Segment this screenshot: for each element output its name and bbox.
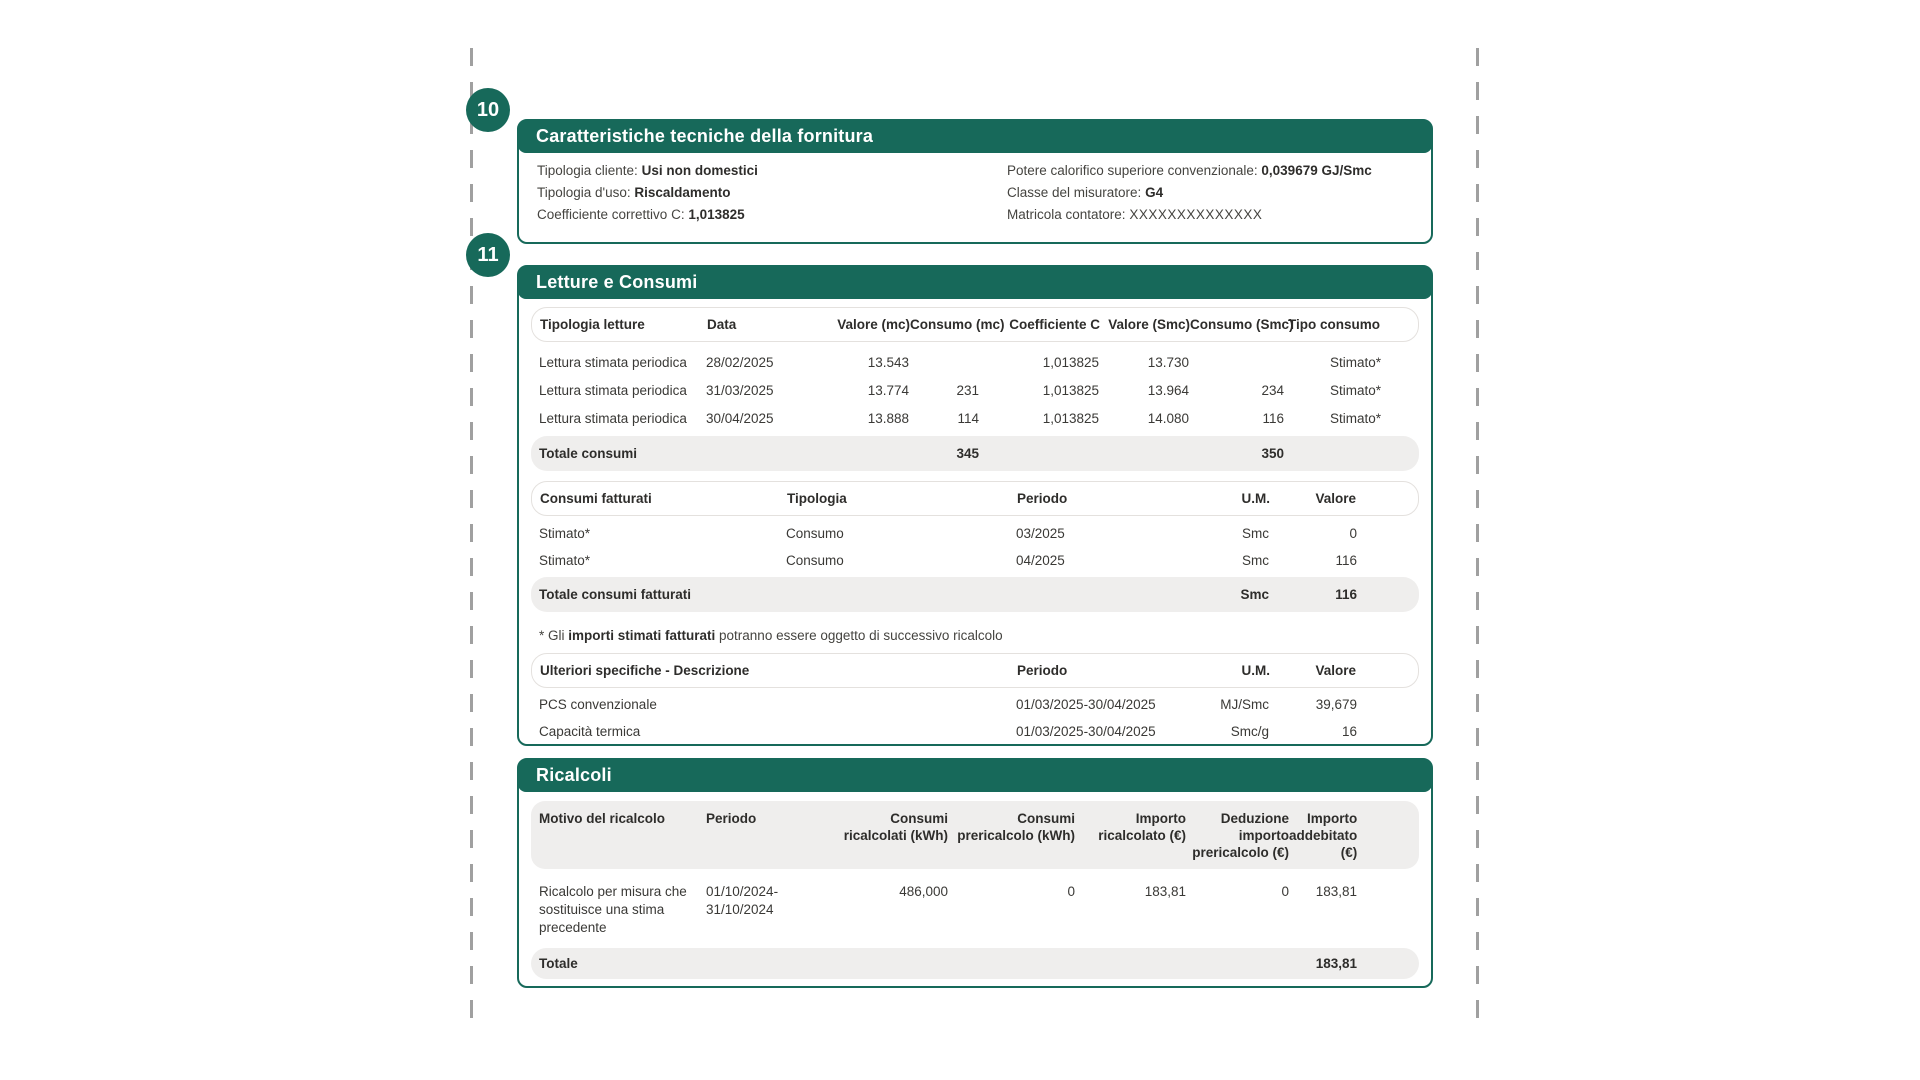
total-um: Smc xyxy=(1240,587,1269,602)
total-value: 116 xyxy=(1335,587,1357,602)
col-header: Motivo del ricalcolo xyxy=(539,811,666,826)
fact-matricola-contatore xyxy=(1007,207,1413,222)
readings-table xyxy=(519,307,1431,745)
fact-tipologia-cliente xyxy=(537,163,1007,178)
fact-label: Tipologia cliente: xyxy=(537,163,638,178)
section-title: Ricalcoli xyxy=(536,765,612,785)
fact-value: 1,013825 xyxy=(688,207,745,222)
cell-tipo-consumo: Stimato* xyxy=(1329,410,1381,426)
cell-consumo-smc: 234 xyxy=(1261,382,1284,398)
section-header-caratteristiche xyxy=(518,120,1432,153)
table-row xyxy=(531,718,1419,745)
total-consumo-smc: 350 xyxy=(1261,446,1284,461)
col-header: Data xyxy=(707,317,737,332)
cell-descrizione: PCS convenzionale xyxy=(539,697,657,712)
cell-tipologia: Lettura stimata periodica xyxy=(539,354,687,370)
step-badge-10 xyxy=(466,88,510,132)
cell-periodo: 01/03/2025-30/04/2025 xyxy=(1016,697,1156,712)
ricalcoli-table xyxy=(519,801,1431,979)
col-header: Valore xyxy=(1315,663,1356,678)
ricalcoli-header-row xyxy=(531,801,1419,869)
total-label: Totale xyxy=(539,956,578,971)
col-header: Coefficiente C xyxy=(1009,317,1100,332)
cell-coefficiente: 1,013825 xyxy=(1042,354,1099,370)
table-row xyxy=(531,520,1419,547)
col-header: Importo addebitato (€) xyxy=(1289,811,1358,860)
billed-header-row xyxy=(531,481,1419,516)
fact-value: Usi non domestici xyxy=(641,163,758,178)
fact-value: 0,039679 GJ/Smc xyxy=(1261,163,1372,178)
col-header: Valore (mc) xyxy=(837,317,910,332)
table-row xyxy=(531,547,1419,574)
cell-data: 30/04/2025 xyxy=(706,410,774,426)
cell-valore-mc: 13.888 xyxy=(867,410,909,426)
col-header: Periodo xyxy=(1017,491,1068,506)
col-header: Importo ricalcolato (€) xyxy=(1098,811,1186,843)
cell-periodo: 04/2025 xyxy=(1016,553,1065,568)
cell-consumo-mc: 114 xyxy=(957,410,979,426)
total-label: Totale consumi xyxy=(539,446,638,461)
table-row xyxy=(531,691,1419,718)
fact-label: Coefficiente correttivo C: xyxy=(537,207,685,222)
cell-tipologia: Consumo xyxy=(786,553,844,568)
cell-consumi-fatturati: Stimato* xyxy=(539,553,591,568)
cell-periodo: 01/03/2025-30/04/2025 xyxy=(1016,724,1156,739)
col-header: Tipologia xyxy=(787,491,847,506)
cell-valore: 39,679 xyxy=(1315,697,1357,712)
ricalcoli-total-row xyxy=(531,948,1419,979)
cell-valore-mc: 13.774 xyxy=(867,382,909,398)
supply-facts-right xyxy=(1007,163,1413,222)
cell-importo-ricalcolato: 183,81 xyxy=(1144,884,1186,899)
cell-consumi-prericalcolo: 0 xyxy=(1067,884,1075,899)
cell-motivo: Ricalcolo per misura che sostituisce una stima precedente xyxy=(539,884,687,935)
cell-coefficiente: 1,013825 xyxy=(1042,410,1099,426)
section-title: Caratteristiche tecniche della fornitura xyxy=(536,126,874,146)
step-badge-10-number: 10 xyxy=(476,98,500,121)
fact-value: G4 xyxy=(1145,185,1164,200)
estimated-amounts-footnote xyxy=(531,612,1419,643)
col-header: Valore (Smc) xyxy=(1108,317,1190,332)
footnote-text: potranno essere oggetto di successivo ricalcolo xyxy=(715,628,1003,643)
cell-consumo-mc: 231 xyxy=(956,382,979,398)
step-badge-11-number: 11 xyxy=(477,243,499,266)
footnote-text: * Gli xyxy=(539,628,569,643)
cell-valore-smc: 14.080 xyxy=(1147,410,1189,426)
col-header: Consumi fatturati xyxy=(540,491,652,506)
cell-descrizione: Capacità termica xyxy=(539,724,641,739)
fact-coefficiente-correttivo xyxy=(537,207,1007,222)
col-header: Tipologia letture xyxy=(540,317,645,332)
readings-header-row xyxy=(531,307,1419,342)
col-header: Ulteriori specifiche - Descrizione xyxy=(540,663,750,678)
total-label: Totale consumi fatturati xyxy=(539,587,692,602)
cell-coefficiente: 1,013825 xyxy=(1042,382,1099,398)
section-header-letture xyxy=(518,266,1432,299)
cell-periodo: 01/10/2024-31/10/2024 xyxy=(706,884,779,917)
section-caratteristiche-tecniche xyxy=(517,119,1433,244)
fact-potere-calorifico xyxy=(1007,163,1413,178)
cell-deduzione: 0 xyxy=(1281,884,1289,899)
cell-valore: 116 xyxy=(1335,553,1357,568)
footnote-bold-text: importi stimati fatturati xyxy=(568,628,716,643)
col-header: Deduzione importo prericalcolo (€) xyxy=(1192,811,1289,860)
fact-label: Tipologia d'uso: xyxy=(537,185,631,200)
cell-valore: 16 xyxy=(1341,724,1357,739)
table-row xyxy=(531,404,1419,432)
fact-tipologia-uso xyxy=(537,185,1007,200)
cell-valore: 0 xyxy=(1349,526,1357,541)
readings-total-row xyxy=(531,436,1419,471)
supply-facts-left xyxy=(537,163,1007,222)
fact-label: Matricola contatore: xyxy=(1007,207,1126,222)
table-row xyxy=(531,376,1419,404)
col-header: Periodo xyxy=(706,811,757,826)
cell-data: 28/02/2025 xyxy=(706,354,774,370)
section-title: Letture e Consumi xyxy=(536,272,698,292)
fact-value: Riscaldamento xyxy=(634,185,731,200)
cell-periodo: 03/2025 xyxy=(1016,526,1065,541)
total-value: 183,81 xyxy=(1315,956,1357,971)
cell-valore-smc: 13.730 xyxy=(1147,354,1189,370)
cell-um: MJ/Smc xyxy=(1220,697,1269,712)
cell-um: Smc xyxy=(1242,526,1269,541)
cell-importo-addebitato: 183,81 xyxy=(1315,884,1357,899)
supply-facts xyxy=(519,153,1431,222)
cell-consumo-smc: 116 xyxy=(1262,410,1284,426)
cell-tipologia: Lettura stimata periodica xyxy=(539,382,687,398)
fact-label: Classe del misuratore: xyxy=(1007,185,1142,200)
total-consumo-mc: 345 xyxy=(956,446,979,461)
fact-classe-misuratore xyxy=(1007,185,1413,200)
col-header: U.M. xyxy=(1241,491,1270,506)
table-row xyxy=(531,883,1419,937)
billed-total-row xyxy=(531,577,1419,612)
col-header: Tipo consumo xyxy=(1287,317,1380,332)
specs-header-row xyxy=(531,653,1419,688)
right-dashed-separator xyxy=(1476,48,1479,1022)
cell-data: 31/03/2025 xyxy=(706,382,774,398)
cell-valore-smc: 13.964 xyxy=(1147,382,1189,398)
col-header: Consumo (Smc) xyxy=(1190,317,1294,332)
step-badge-11 xyxy=(466,233,510,277)
col-header: U.M. xyxy=(1241,663,1270,678)
col-header: Consumi ricalcolati (kWh) xyxy=(843,811,948,843)
cell-tipo-consumo: Stimato* xyxy=(1329,382,1381,398)
cell-consumi-ricalcolati: 486,000 xyxy=(899,884,948,899)
cell-tipologia: Consumo xyxy=(786,526,844,541)
col-header: Periodo xyxy=(1017,663,1068,678)
table-row xyxy=(531,348,1419,376)
cell-valore-mc: 13.543 xyxy=(867,354,909,370)
section-ricalcoli xyxy=(517,758,1433,988)
cell-tipo-consumo: Stimato* xyxy=(1329,354,1381,370)
cell-um: Smc/g xyxy=(1230,724,1269,739)
section-header-ricalcoli xyxy=(518,759,1432,792)
col-header: Consumo (mc) xyxy=(910,317,1005,332)
left-dashed-separator xyxy=(470,48,473,1022)
section-letture-consumi xyxy=(517,265,1433,746)
fact-value: XXXXXXXXXXXXXX xyxy=(1129,207,1263,222)
cell-tipologia: Lettura stimata periodica xyxy=(539,410,687,426)
col-header: Valore xyxy=(1315,491,1356,506)
cell-consumi-fatturati: Stimato* xyxy=(539,526,591,541)
col-header: Consumi prericalcolo (kWh) xyxy=(957,811,1075,843)
cell-um: Smc xyxy=(1242,553,1269,568)
fact-label: Potere calorifico superiore convenzionale: xyxy=(1007,163,1258,178)
